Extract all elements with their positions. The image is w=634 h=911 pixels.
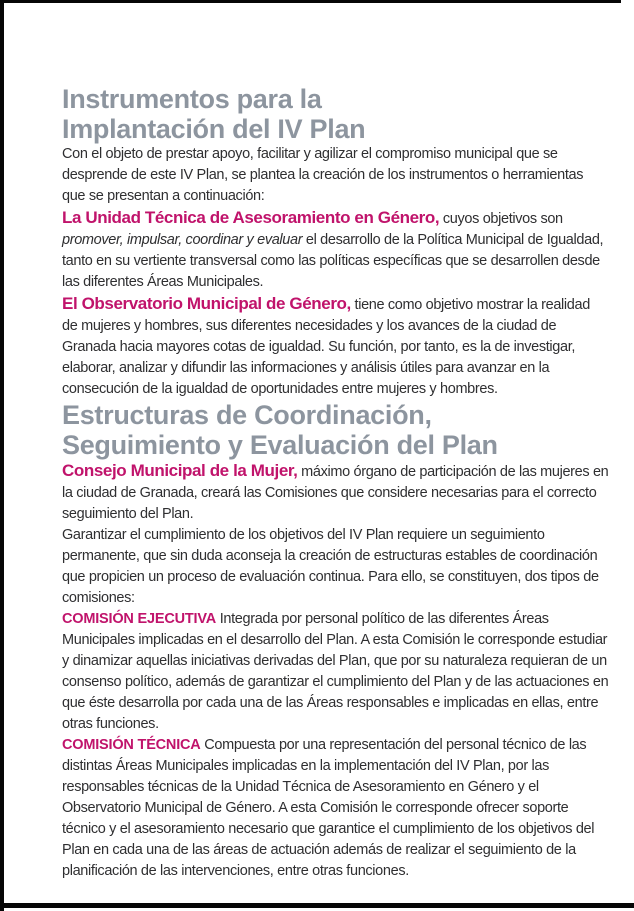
comision-ejecutiva-text: Integrada por personal político de las diferentes Áreas Municipales implicadas en el desarrollo del Plan. A esta Comisión le corresponde estudiar y dinamizar aquellas iniciativas derivadas del Plan, que por su naturaleza requieran de un consenso político, además de garantizar el cumplimiento del Plan y de las actuaciones en que éste desarrolla por cada una de las Áreas responsables e implicadas en ellas, entre otras funciones. [62, 611, 609, 732]
page-content [62, 84, 609, 882]
unidad-tecnica-text-italic: promover, impulsar, coordinar y evaluar [62, 232, 303, 248]
unidad-tecnica-text-post: el desarrollo de la Política Municipal de Igualdad, tanto en su vertiente transversal como las políticas específicas que se desarrollen desde las diferentes Áreas Municipales. [62, 232, 604, 290]
section2-title-line2: Seguimiento y Evaluación del Plan [62, 430, 498, 460]
section1-title-line2: Implantación del IV Plan [62, 114, 366, 144]
consejo-paragraph [62, 460, 609, 525]
garantizar-paragraph: Garantizar el cumplimiento de los objetivos del IV Plan requiere un seguimiento permanente, que sin duda aconseja la creación de estructuras estables de coordinación que propicien un proceso de evaluación continua. Para ello, se constituyen, dos tipos de comisiones: [62, 527, 599, 606]
section1-title [62, 84, 609, 144]
comision-tecnica-text: Compuesta por una representación del personal técnico de las distintas Áreas Municipales implicadas en la implementación del IV Plan, por las responsables técnicas de la Unidad Técnica de Asesoramiento en Género y el Observatorio Municipal de Género. A esta Comisión le corresponde ofrecer soporte técnico y el asesoramiento necesario que garantice el cumplimiento de los objetivos del Plan en cada una de las áreas de actuación además de realizar el seguimiento de la planificación de las intervenciones, entre otras funciones. [62, 737, 595, 879]
unidad-tecnica-text-pre: cuyos objetivos son [439, 211, 563, 227]
section2-title [62, 400, 609, 460]
section2-title-line1: Estructuras de Coordinación, [62, 400, 432, 430]
scan-edge-left [0, 0, 4, 911]
comision-ejecutiva-lead: COMISIÓN EJECUTIVA [62, 611, 217, 627]
comision-ejecutiva-paragraph [62, 609, 609, 735]
observatorio-paragraph [62, 293, 609, 400]
observatorio-text: tiene como objetivo mostrar la realidad de mujeres y hombres, sus diferentes necesidades y los avances de la ciudad de Granada hacia mayores cotas de igualdad. Su función, por tanto, es la de investigar, elaborar, analizar y difundir las informaciones y análisis útiles para avanzar en la consecución de la igualdad de oportunidades entre mujeres y hombres. [62, 297, 590, 397]
scan-edge-top [0, 0, 621, 3]
scan-edge-bottom [0, 903, 634, 908]
comision-tecnica-paragraph [62, 735, 609, 882]
observatorio-lead: El Observatorio Municipal de Género, [62, 294, 351, 313]
consejo-text: máximo órgano de participación de las mujeres en la ciudad de Granada, creará las Comisiones que considere necesarias para el correcto seguimiento del Plan. [62, 464, 609, 522]
section1-intro-paragraph: Con el objeto de prestar apoyo, facilitar y agilizar el compromiso municipal que se desprende de este IV Plan, se plantea la creación de los instrumentos o herramientas que se presentan a continuación: [62, 146, 584, 204]
section1-title-line1: Instrumentos para la [62, 84, 322, 114]
comision-tecnica-lead: COMISIÓN TÉCNICA [62, 737, 201, 753]
consejo-lead: Consejo Municipal de la Mujer, [62, 461, 298, 480]
unidad-tecnica-lead: La Unidad Técnica de Asesoramiento en Género, [62, 208, 440, 227]
unidad-tecnica-paragraph [62, 207, 609, 293]
